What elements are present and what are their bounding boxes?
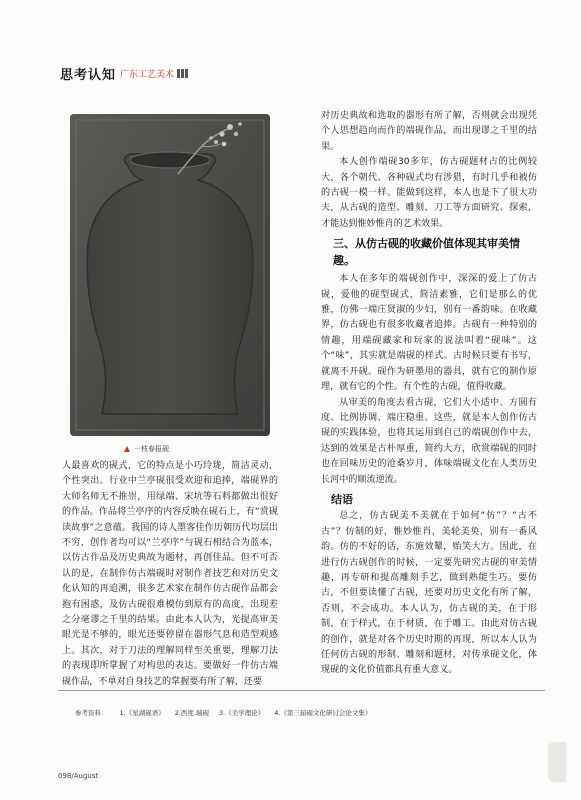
left-column <box>62 459 278 690</box>
photo-caption <box>124 444 169 454</box>
references-label: 参考资料： <box>75 709 108 717</box>
right-column <box>321 109 537 679</box>
page-number: 098/August <box>58 772 99 780</box>
section-3-title: 三、从仿古砚的收藏价值体现其审美情趣。 <box>333 237 520 268</box>
header-bars-icon <box>177 69 188 78</box>
paragraph-5: 总之，仿古砚美不美就在于如何“仿”？“古不古”？仿制的好，惟妙惟肖，美轮美奂，别有一番风韵。仿的不好的话，东施效颦，贻笑大方。因此，在进行仿古砚创作的时候，一定要先研究古砚的审美情趣，再专研和提高雕刻手艺，做到熟能生巧。要仿古，不但要读懂了古砚，还要对历史文化有所了解，否则，不会成功。本人认为，仿古砚的美，在于形制，在于样式，在于材质，在于雕工。由此对仿古砚的创作，就是对各个历史时期的再现，所以本人认为任何仿古砚的形制、雕刻和题材，对传承砚文化，体现砚的文化价值都具有重大意义。 <box>321 511 537 676</box>
reference-item: 4.《第三届砚文化研讨会论文集》 <box>274 709 372 717</box>
inkstone-photo <box>70 114 270 436</box>
reference-item: 3.《美学理论》 <box>218 709 265 717</box>
paragraph-4: 从审美的角度去看古砚，它们大小适中、方圆有度、比例协调、端庄稳重。这些，就是本人创作仿古砚的实践体验，也将其运用到自己的端砚创作中去，达到的效果是古朴厚重，简约大方，欣赏端砚的同时也在回味历史的沧桑岁月，体味端砚文化在人类历史长河中的顺流逆流。 <box>321 397 537 485</box>
magazine-name: 广东工艺美术 <box>120 70 175 80</box>
page-header <box>60 64 188 83</box>
page-edge-tab <box>548 742 566 782</box>
column-title: 思考认知 <box>60 68 117 83</box>
vase-inkstone-image <box>70 114 270 436</box>
caption-text: 一枝春报砚 <box>134 445 169 453</box>
triangle-marker-icon <box>124 446 130 452</box>
reference-item: 2.西度.端砚 <box>174 709 209 717</box>
paragraph-3: 本人在多年的端砚创作中，深深的爱上了仿古砚，爱他的砚型砚式，简洁素雅，它们是那么的优雅，仿佛一端庄贤淑的少妇，别有一番韵味。在收藏界，仿古砚也有很多收藏者追捧。古砚有一种特别的情趣，用端砚藏家和玩家的说法叫着“砚味”。这个“味”，其实就是端砚的样式。古时候只要有书写，就离不开砚。砚作为研墨用的器具，就有它的制作原理，就有它的个性。有个性的古砚，值得收藏。 <box>321 274 537 393</box>
left-paragraph: 人最喜欢的砚式，它的特点是小巧玲珑，简洁灵动，个性突出。行业中兰亭砚很受欢迎和追捧，端砚界的大师名师无不推崇，用绿端、宋坑等石料都做出很好的作品。作品将兰亭序的内容反映在砚石上，有“赏砚读故事”之意蕴。我国的诗人墨客佳作历朝历代均层出不穷，创作者均可以“兰亭序”与砚石相结合为蓝本，以仿古作品及历史典故为题材，再创佳品。但不可否认的是，在制作仿古端砚时对制作者技艺和对历史文化认知的再追溯，很多艺术家在制作仿古砚作品都会抱有困惑，及仿古砚很难模仿到原有的高度，出现差之分毫谬之千里的结果。由此本人认为，光提高审美眼光是不够的，眼光还要停留在器形气息和造型观感上。其次，对于刀法的理解同样至关重要，理解刀法的表现即所掌握了对构思的表达。要做好一件仿古端砚作品，不单对自身技艺的掌握要有所了解，还要 <box>62 461 278 687</box>
divider <box>58 690 545 691</box>
paragraph-2: 本人创作端砚30多年，仿古砚题材占的比例较大，各个朝代、各种砚式均有涉猎，有时几乎和被仿的古砚一模一样。能做到这样，本人也是下了很大功夫，从古砚的造型、雕刻、刀工等方面研究、探索，才能达到惟妙惟肖的艺术效果。 <box>321 157 537 229</box>
reference-item: 1.《星湖砚语》 <box>119 709 165 717</box>
conclusion-title: 结语 <box>331 492 353 506</box>
paragraph-1: 对历史典故和选取的器形有所了解，否则就会出现凭个人思想趋向而作的端砚作品，而出现谬之千里的结果。 <box>321 111 537 152</box>
references <box>75 708 371 717</box>
